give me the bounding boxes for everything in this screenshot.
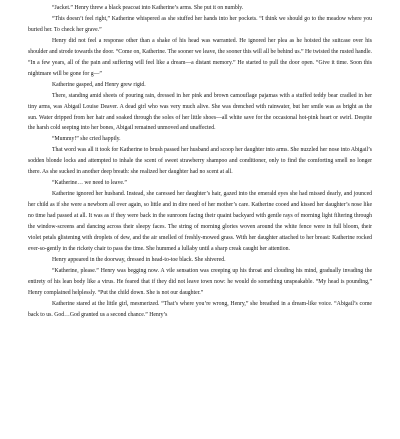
paragraph-10: Henry appeared in the doorway, dressed in head-to-toe black. She shivered. [52,256,226,263]
paragraph-9: Katherine ignored her husband. Instead, she caressed her daughter’s hair, gazed into the emerald eyes she had missed dearly, and jounced her child as if she were a newborn all over again, so little and in dire need of her mother’s care. Katherine cooed and kissed her daughter’s nose like no time had passed at all. It was as if they were back in the sunroom facing their quaint backyard with gentle rays of morning light filtering through the window-screens and dancing across their sleepy faces. The string of morning glories woven around the white fence were in full bloom, their violet petals glistening with droplets of dew, and the air smelled of freshly-mowed grass. With her daughter attached to her breast: Katherine rocked ever-so-gently in the rickety chair to pass the time. She hummed a lullaby until a sharp creak caught her attention. [28,191,372,252]
paragraph-1: “Jacket.” Henry threw a black peacoat into Katherine’s arms. She put it on numbly. [52,5,244,11]
paragraph-3: Henry did not feel a response other than a shake of his head was warranted. He ignored her plea as he hoisted the suitcase over his shoulder and strode towards the door. “Come on, Katherine. The sooner we leave, the sooner this will all be behind us.” He twisted the rusted handle. “In a few years, all of the pain and suffering will feel like a dream—a distant memory.” He started to pull the door open. “Give it time. Soon this nightmare will be gone for g—” [28,37,372,77]
paragraph-4: Katherine gasped, and Henry grew rigid. [52,81,146,88]
paragraph-5: There, standing amid sheets of pouring rain, dressed in her pink and brown camouflage pajamas with a stuffed teddy bear cradled in her tiny arms, was Abigail Louise Deaver. A dead girl who was very much alive. She was drenched with rainwater, but her smile was as bright as the sun. Water dripped from her hair and soaked through the soles of her little shoes—all white save for the occasional hot-pink heart or swirl. Despite the harsh cold seeping into her bones, Abigail remained unmoved and unaffected. [28,92,372,132]
paragraph-7: That word was all it took for Katherine to brush passed her husband and scoop her daughter into arms. She nuzzled her nose into Abigail’s sodden blonde locks and attempted to inhale the scent of sweet strawberry shampoo and conditioner, only to find the comforting smell no longer there. As she sucked in another deep breath: she realized her daughter had no scent at all. [28,147,372,176]
paragraph-2: “This doesn’t feel right,” Katherine whispered as she stuffed her hands into her pockets. “I think we should go to the meadow where you buried her. To check her grave.” [28,15,372,33]
paragraph-8: “Katherine… we need to leave.” [52,180,127,187]
paragraph-6: “Mummy!” she cried happily. [52,136,121,143]
paragraph-12: Katherine stared at the little girl, mesmerized. “That’s where you’re wrong, Henry,” she breathed in a dream-like voice. “Abigail’s come back to us. God…God granted us a second chance.” Henry’s [28,300,372,318]
paragraph-11: “Katherine, please.” Henry was begging now. A vile sensation was creeping up his throat and clouding his mind, gradually invading the entirety of his lean body like a virus. He feared that if they did not leave town now: he would do something unspeakable. “My head is pounding,” Henry complained helplessly. “Put the child down. She is not our daughter.” [28,267,372,296]
